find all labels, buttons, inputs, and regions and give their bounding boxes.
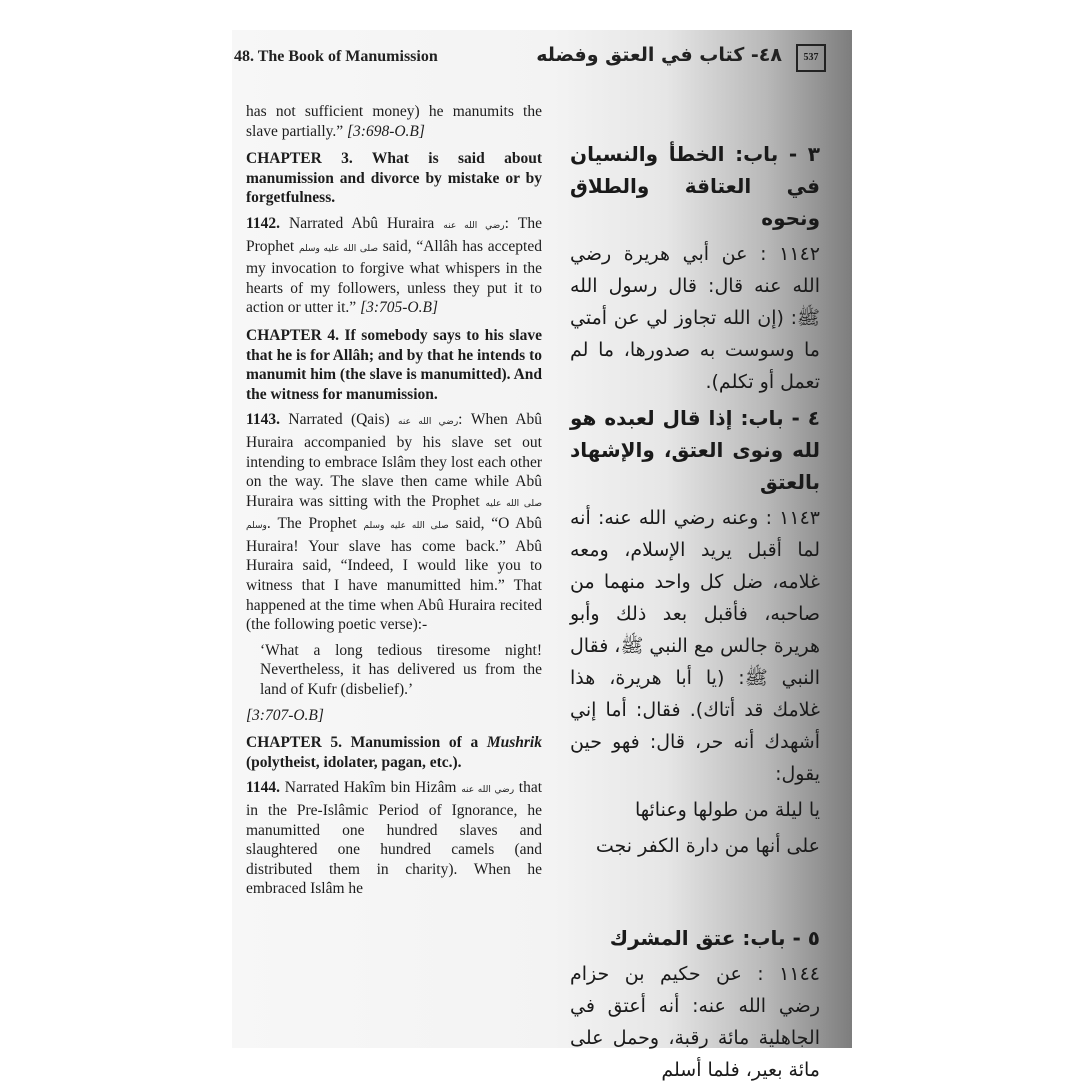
arabic-poem-line-1: يا ليلة من طولها وعنائها [634, 799, 820, 821]
honorific-ra: رضي الله عنه [461, 785, 515, 796]
poem-verse: ‘What a long tedious tiresome night! Nevertheless, it has delivered us from the land of Kufr (disbelief).’ [260, 641, 542, 699]
honorific-saw: صلى الله عليه وسلم [363, 521, 449, 532]
intro-paragraph: has not sufficient money) he manumits the slave partially.” [3:698-O.B] [246, 103, 542, 140]
arabic-chapter-5: ٥ - باب: عتق المشرك [609, 926, 820, 950]
arabic-column [570, 138, 820, 1090]
chapter-5-heading: CHAPTER 5. Manumission of a Mushrik (polytheist, idolater, pagan, etc.). [246, 734, 542, 771]
honorific-ra: رضي الله عنه [443, 220, 505, 231]
hadith-number: 1143. [246, 411, 281, 429]
header-english-title: 48. The Book of Manumission [234, 48, 438, 65]
arabic-hadith-1142: ١١٤٢ : عن أبي هريرة رضي الله عنه قال: قال رسول الله ﷺ: (إن الله تجاوز لي عن أمتي ما وسوست به صدورها، ما لم تعمل أو تكلم). [570, 243, 820, 393]
hadith-1143: 1143. Narrated (Qais) رضي الله عنه: When Abû Huraira accompanied by his slave set out intending to embrace Islâm they lost each other on the way. The slave then came while Abû Huraira was sitting with the Prophet صلى الله عليه وسلم. The Prophet صلى الله عليه وسلم said, “O Abû Huraira! Your slave has come back.” Abû Huraira said, “Indeed, I would like you to witness that I have manumitted him.” That happened at the time when Abû Huraira recited (the following poetic verse):- [246, 411, 543, 634]
header-arabic-title: ٤٨- كتاب في العتق وفضله [536, 44, 782, 66]
honorific-ra: رضي الله عنه [398, 417, 459, 428]
arabic-hadith-1144: ١١٤٤ : عن حكيم بن حزام رضي الله عنه: أنه أعتق في الجاهلية مائة رقبة، وحمل على مائة بعير، فلما أسلم [570, 963, 820, 1081]
hadith-number: 1142. [246, 214, 281, 232]
hadith-1142: 1142. Narrated Abû Huraira رضي الله عنه: The Prophet صلى الله عليه وسلم said, “Allâh has accepted my invocation to forgive what whispers in the hearts of my followers, unless they put it to action or utter it.” [3:705-O.B] [246, 214, 543, 317]
reference: [3:707-O.B] [246, 706, 324, 724]
arabic-poem-line-2: على أنها من دارة الكفر نجت [595, 835, 820, 857]
honorific-saw: صلى الله عليه وسلم [246, 498, 542, 532]
english-column [246, 102, 542, 905]
spacer [570, 866, 820, 922]
book-page [232, 30, 852, 1081]
hadith-1144: 1144. Narrated Hakîm bin Hizâm رضي الله عنه that in the Pre-Islâmic Period of Ignorance, he manumitted one hundred slaves and slaughtered one hundred camels (and distributed them in charity). When he embraced Islâm he [246, 779, 543, 898]
chapter-4-heading: CHAPTER 4. If somebody says to his slave that he is for Allâh; and by that he intends to manumit him (the slave is manumitted). And the witness for manumission. [246, 326, 542, 403]
arabic-hadith-1143: ١١٤٣ : وعنه رضي الله عنه: أنه لما أقبل يريد الإسلام، ومعه غلامه، ضل كل واحد منهما من صاحبه، فأقبل بعد ذلك وأبو هريرة جالس مع النبي ﷺ، فقال النبي ﷺ: (يا أبا هريرة، هذا غلامك قد أتاك). فقال: أما إني أشهدك أنه حر، قال: فهو حين يقول: [569, 507, 820, 785]
arabic-chapter-4: ٤ - باب: إذا قال لعبده هو لله ونوى العتق، والإشهاد بالعتق [570, 406, 820, 494]
page-number: 537 [796, 44, 826, 72]
honorific-saw: صلى الله عليه وسلم [298, 243, 379, 254]
arabic-chapter-3: ٣ - باب: الخطأ والنسيان في العتاقة والطلاق ونحوه [570, 142, 820, 230]
chapter-3-heading: CHAPTER 3. What is said about manumission and divorce by mistake or by forgetfulness. [246, 150, 542, 207]
reference: [3:698-O.B] [347, 122, 425, 140]
reference: [3:705-O.B] [360, 299, 438, 317]
hadith-number: 1144. [246, 779, 281, 797]
